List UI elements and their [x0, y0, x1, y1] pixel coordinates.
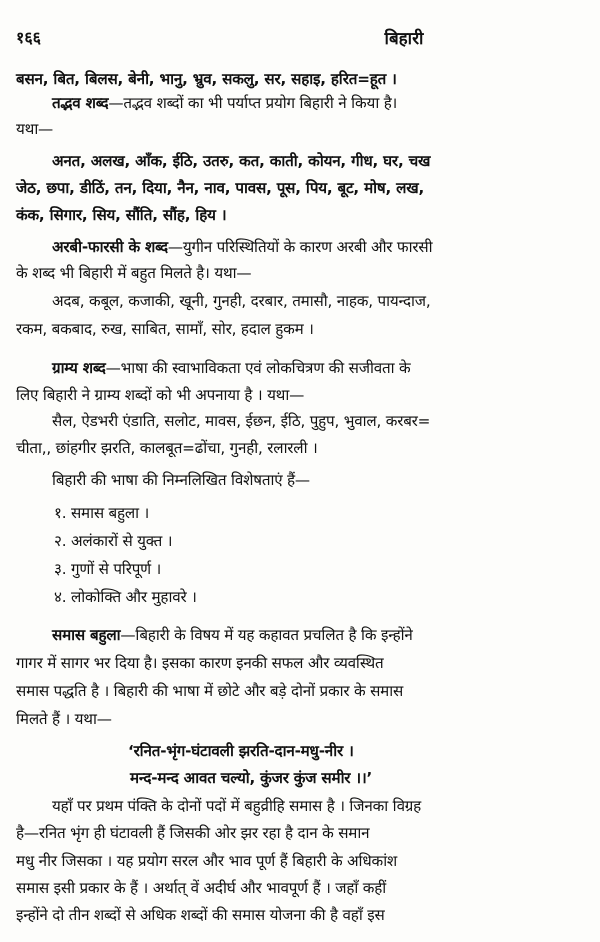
feature-text: गुणों से परिपूर्ण ।: [70, 560, 162, 578]
feature-number: २.: [54, 532, 67, 550]
section-heading: अरबी-फारसी के शब्द: [52, 238, 168, 256]
feature-text: समास बहुला ।: [70, 504, 150, 522]
feature-number: १.: [54, 504, 67, 522]
text-line: लिए बिहारी ने ग्राम्य शब्दों को भी अपनाया है । यथा—: [16, 386, 305, 404]
feature-text: लोकोक्ति और मुहावरे ।: [70, 588, 197, 606]
feature-number: ४.: [54, 588, 67, 606]
feature-item: [54, 558, 600, 580]
text-line: बसन, बित, बिलस, बेनी, भानु, भ्रुव, सकलु, सर, सहाइ, हरित=हूत ।: [16, 70, 397, 88]
word-list-line: अदब, कबूल, कजाकी, खूनी, गुनही, दरबार, तमासौ, नाहक, पायन्दाज,: [52, 292, 431, 310]
section-heading: ग्राम्य शब्द: [52, 359, 106, 377]
section-tadbhav: [52, 92, 588, 114]
text-line: समास इसी प्रकार के हैं । अर्थात् वें अदीर्घ और भावपूर्ण हैं । जहाँ कहीं: [16, 879, 387, 897]
feature-item: [54, 530, 600, 552]
text-line: के शब्द भी बिहारी में बहुत मिलते है। यथा—: [16, 264, 252, 282]
feature-number: ३.: [54, 560, 67, 578]
section-heading: तद्भव शब्द: [52, 94, 109, 112]
verse-line: मन्द-मन्द आवत चल्यो, कुंजर कुंज समीर ।।’: [130, 769, 373, 787]
feature-item: [54, 586, 600, 608]
section-heading: समास बहुला: [52, 626, 121, 644]
text-line: बिहारी की भाषा की निम्नलिखित विशेषताएं हैं—: [52, 471, 310, 489]
text-line: इन्होंने दो तीन शब्दों से अधिक शब्दों की समास योजना की है वहाँ इस: [16, 906, 385, 924]
word-list-line: जेठ, छपा, डीठिं, तन, दिया, नैन, नाव, पावस, पूस, पिय, बूट, मोष, लख,: [16, 179, 425, 197]
word-list-line: चीता,, छांहगीर झरति, कालबूत=ढोंचा, गुनही, रलारली ।: [16, 439, 318, 457]
text-line: समास पद्धति है । बिहारी की भाषा में छोटे और बड़े दोनों प्रकार के समास: [16, 682, 404, 700]
text-line: है—रनित भृंग ही घंटावली हैं जिसकी ओर झर रहा है दान के समान: [16, 824, 370, 842]
section-arabic-persian: [52, 236, 588, 258]
section-rural: [52, 357, 588, 379]
running-title: बिहारी: [384, 29, 424, 49]
text-line: गागर में सागर भर दिया है। इसका कारण इनकी सफल और व्यवस्थित: [16, 654, 384, 672]
text-line: मिलते हैं । यथा—: [16, 710, 112, 728]
word-list-line: अनत, अलख, आँक, ईठि, उतरु, कत, काती, कोयन, गीध, घर, चख: [52, 152, 431, 170]
text-line: मधु नीर जिसका । यह प्रयोग सरल और भाव पूर्ण हैं बिहारी के अधिकांश: [16, 852, 398, 870]
page-number: १६६: [16, 28, 41, 47]
word-list-line: रकम, बकबाद, रुख, साबित, सामाँ, सोर, हदाल हुकम ।: [16, 320, 314, 338]
word-list-line: कंक, सिगार, सिय, सौंति, सौंह, हिय ।: [16, 206, 227, 224]
verse-line: ‘रनित-भृंग-घंटावली झरति-दान-मधु-नीर ।: [128, 742, 354, 760]
feature-text: अलंकारों से युक्त ।: [70, 532, 173, 550]
text-line: यथा—: [16, 120, 54, 138]
section-text: —भाषा की स्वाभाविकता एवं लोकचित्रण की सजीवता के: [105, 359, 411, 377]
section-text: —युगीन परिस्थितियों के कारण अरबी और फारसी: [167, 238, 433, 256]
word-list-line: सैल, ऐडभरी एंडाति, सलोट, मावस, ईछन, ईठि, पुहुप, भुवाल, करबर=: [52, 412, 431, 430]
section-samas: [52, 624, 588, 646]
section-text: —बिहारी के विषय में यह कहावत प्रचलित है कि इन्होंने: [120, 626, 413, 644]
text-line: यहाँ पर प्रथम पंक्ति के दोनों पदों में बहुव्रीहि समास है । जिनका विग्रह: [52, 797, 422, 815]
page-header: [16, 26, 584, 52]
feature-item: [54, 502, 600, 524]
section-text: —तद्भव शब्दों का भी पर्याप्त प्रयोग बिहारी ने किया है।: [108, 94, 398, 112]
